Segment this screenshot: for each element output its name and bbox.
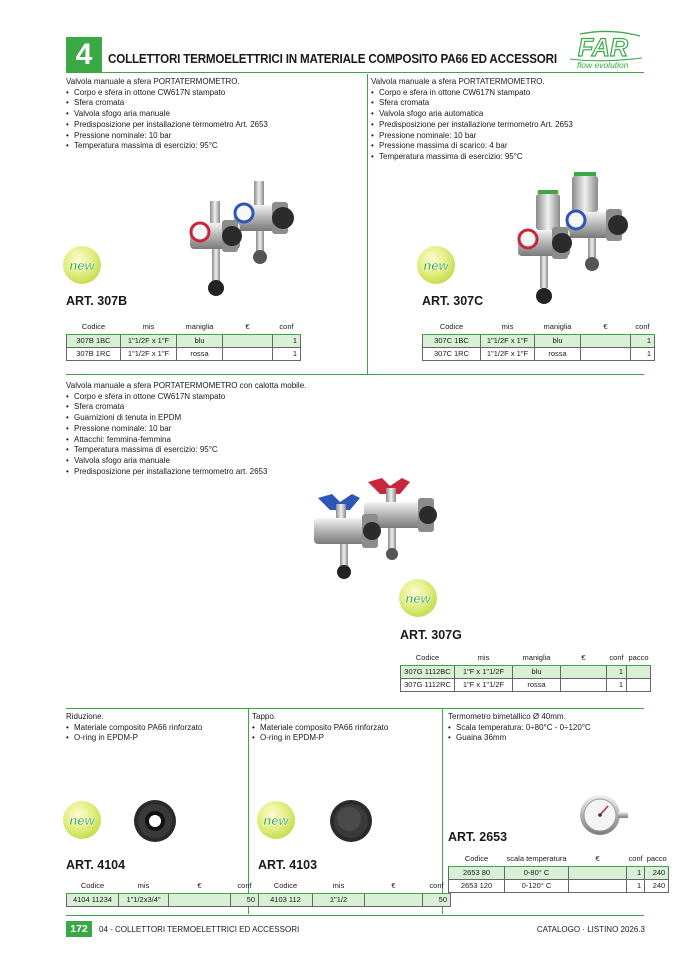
- column-header: conf: [273, 320, 301, 334]
- feature-item: • Corpo e sfera in ottone CW617N stampato: [66, 392, 386, 403]
- table-cell: 307B 1BC: [67, 334, 121, 347]
- table-cell: 1"1/2: [313, 893, 365, 906]
- table-cell: 50: [423, 893, 451, 906]
- feature-list: [252, 723, 438, 744]
- spec-table-4104: [66, 879, 259, 907]
- table-cell: 1"1/2F x 1"F: [121, 334, 177, 347]
- table-cell: [365, 893, 423, 906]
- table-row: [449, 866, 669, 879]
- table-body: [67, 334, 301, 360]
- new-badge-label: new: [263, 813, 289, 828]
- logo-text: FAR: [578, 34, 628, 62]
- table-body: [449, 866, 669, 892]
- valve-307b-image: [182, 175, 302, 307]
- feature-item: • Materiale composito PA66 rinforzato: [66, 723, 244, 734]
- column-header: maniglia: [535, 320, 581, 334]
- new-badge-label: new: [69, 258, 95, 273]
- column-header: pacco: [645, 852, 669, 866]
- column-header: mis: [119, 879, 169, 893]
- table-cell: [569, 866, 627, 879]
- table-cell: 1: [631, 334, 655, 347]
- table-row: [401, 665, 651, 678]
- new-badge-307g: [398, 578, 438, 618]
- art-title-307g: ART. 307G: [400, 628, 462, 642]
- table-cell: 1"F x 1"1/2F: [455, 665, 513, 678]
- spec-table-2653: [448, 852, 669, 893]
- feature-item: • Guaina 36mm: [448, 733, 644, 744]
- product-description-4103: [252, 712, 438, 744]
- footer-section: 04 - COLLETTORI TERMOELETTRICI ED ACCESSORI: [99, 925, 300, 934]
- product-description-4104: [66, 712, 244, 744]
- table-cell: 240: [645, 866, 669, 879]
- column-header: pacco: [627, 651, 651, 665]
- table-cell: 1"1/2F x 1"F: [481, 347, 535, 360]
- intro-text: Riduzione.: [66, 712, 104, 721]
- table-cell: 1: [273, 334, 301, 347]
- feature-item: • Valvola sfogo aria manuale: [66, 456, 386, 467]
- table-header-row: [423, 320, 655, 334]
- feature-item: • Predisposizione per installazione termometro Art. 2653: [66, 120, 361, 131]
- table-cell: [223, 347, 273, 360]
- column-header: Codice: [449, 852, 505, 866]
- feature-list: [448, 723, 644, 744]
- table-cell: 1"1/2x3/4": [119, 893, 169, 906]
- column-header: scala temperatura: [505, 852, 569, 866]
- table-cell: 0-120° C: [505, 879, 569, 892]
- table-cell: rossa: [177, 347, 223, 360]
- table-cell: 1: [627, 879, 645, 892]
- new-badge-label: new: [69, 813, 95, 828]
- new-badge-307c: [416, 245, 456, 285]
- column-header: Codice: [401, 651, 455, 665]
- table-cell: 1"F x 1"1/2F: [455, 678, 513, 691]
- section-rule-2: [66, 708, 644, 709]
- table-cell: [561, 665, 607, 678]
- table-row: [401, 678, 651, 691]
- table-cell: 4104 11234: [67, 893, 119, 906]
- feature-item: • Guarnizioni di tenuta in EPDM: [66, 413, 386, 424]
- feature-item: • O-ring in EPDM-P: [66, 733, 244, 744]
- column-header: conf: [423, 879, 451, 893]
- column-header: €: [569, 852, 627, 866]
- intro-text: Valvola manuale a sfera PORTATERMOMETRO.: [371, 77, 545, 86]
- intro-text: Valvola manuale a sfera PORTATERMOMETRO con calotta mobile.: [66, 381, 307, 390]
- table-cell: 50: [231, 893, 259, 906]
- feature-item: • Predisposizione per installazione termometro art. 2653: [66, 467, 386, 478]
- feature-item: • Valvola sfogo aria automatica: [371, 109, 641, 120]
- table-cell: blu: [513, 665, 561, 678]
- table-header-row: [401, 651, 651, 665]
- feature-list: [66, 392, 386, 478]
- spec-table-307b: [66, 320, 301, 361]
- column-header: conf: [627, 852, 645, 866]
- table-cell: [581, 334, 631, 347]
- table-cell: rossa: [513, 678, 561, 691]
- column-header: maniglia: [177, 320, 223, 334]
- table-cell: 307G 1112BC: [401, 665, 455, 678]
- column-header: conf: [631, 320, 655, 334]
- table-body: [67, 893, 259, 906]
- table-cell: 1: [273, 347, 301, 360]
- intro-text: Termometro bimetallico Ø 40mm.: [448, 712, 566, 721]
- section-rule-1: [66, 374, 644, 375]
- column-header: conf: [231, 879, 259, 893]
- spec-table-4103: [258, 879, 451, 907]
- valve-307c-image: [510, 162, 634, 310]
- spec-table-307g: [400, 651, 651, 692]
- art-title-4104: ART. 4104: [66, 858, 126, 872]
- table-body: [401, 665, 651, 691]
- valve-307g-image: [310, 468, 440, 580]
- column-header: €: [561, 651, 607, 665]
- feature-item: • Temperatura massima di esercizio: 95°C: [66, 445, 386, 456]
- column-header: maniglia: [513, 651, 561, 665]
- header-rule: [66, 72, 644, 73]
- table-cell: 307B 1RC: [67, 347, 121, 360]
- reduction-4104-image: [132, 798, 178, 844]
- table-cell: [561, 678, 607, 691]
- feature-item: • Materiale composito PA66 rinforzato: [252, 723, 438, 734]
- feature-item: • Pressione nominale: 10 bar: [66, 424, 386, 435]
- feature-item: • Valvola sfogo aria manuale: [66, 109, 361, 120]
- table-row: [259, 893, 451, 906]
- feature-item: • Corpo e sfera in ottone CW617N stampato: [371, 88, 641, 99]
- table-cell: [581, 347, 631, 360]
- art-title-307c: ART. 307C: [422, 294, 484, 308]
- table-cell: 307C 1BC: [423, 334, 481, 347]
- table-header-row: [259, 879, 451, 893]
- logo-tagline: flow evolution: [577, 60, 629, 70]
- table-cell: 240: [645, 879, 669, 892]
- table-row: [67, 347, 301, 360]
- product-description-2653: [448, 712, 644, 744]
- footer-catalog: CATALOGO · LISTINO 2026.3: [536, 925, 645, 934]
- product-description-307b: [66, 77, 361, 152]
- feature-list: [66, 88, 361, 152]
- table-row: [67, 893, 259, 906]
- intro-text: Tappo.: [252, 712, 277, 721]
- table-cell: blu: [535, 334, 581, 347]
- column-header: conf: [607, 651, 627, 665]
- feature-list: [66, 723, 244, 744]
- feature-item: • Attacchi: femmina-femmina: [66, 435, 386, 446]
- table-cell: 1: [607, 665, 627, 678]
- column-header: €: [581, 320, 631, 334]
- feature-item: • Sfera cromata: [371, 98, 641, 109]
- feature-item: • Pressione massima di scarico: 4 bar: [371, 141, 641, 152]
- table-cell: [627, 665, 651, 678]
- feature-item: • Temperatura massima di esercizio: 95°C: [66, 141, 361, 152]
- table-cell: 307G 1112RC: [401, 678, 455, 691]
- art-title-307b: ART. 307B: [66, 294, 128, 308]
- table-cell: 1: [631, 347, 655, 360]
- column-header: €: [169, 879, 231, 893]
- column-header: Codice: [67, 879, 119, 893]
- feature-item: • Predisposizione per installazione termometro Art. 2653: [371, 120, 641, 131]
- page-number: 172: [66, 921, 92, 937]
- product-description-307g: [66, 381, 386, 477]
- table-header-row: [67, 879, 259, 893]
- table-header-row: [449, 852, 669, 866]
- intro-text: Valvola manuale a sfera PORTATERMOMETRO.: [66, 77, 240, 86]
- column-header: mis: [121, 320, 177, 334]
- table-cell: 1: [607, 678, 627, 691]
- table-cell: [169, 893, 231, 906]
- column-header: mis: [313, 879, 365, 893]
- table-row: [67, 334, 301, 347]
- feature-item: • Temperatura massima di esercizio: 95°C: [371, 152, 641, 163]
- table-row: [423, 334, 655, 347]
- feature-item: • Sfera cromata: [66, 402, 386, 413]
- column-header: Codice: [259, 879, 313, 893]
- table-cell: 4103 112: [259, 893, 313, 906]
- feature-item: • O-ring in EPDM-P: [252, 733, 438, 744]
- table-cell: 0-80° C: [505, 866, 569, 879]
- column-header: mis: [455, 651, 513, 665]
- table-cell: 307C 1RC: [423, 347, 481, 360]
- table-cell: 1"1/2F x 1"F: [121, 347, 177, 360]
- art-title-4103: ART. 4103: [258, 858, 318, 872]
- table-cell: 2653 120: [449, 879, 505, 892]
- table-body: [259, 893, 451, 906]
- new-badge-label: new: [405, 591, 431, 606]
- new-badge-307b: [62, 245, 102, 285]
- table-cell: [223, 334, 273, 347]
- feature-list: [371, 88, 641, 163]
- feature-item: • Corpo e sfera in ottone CW617N stampato: [66, 88, 361, 99]
- product-description-307c: [371, 77, 641, 163]
- table-row: [449, 879, 669, 892]
- table-cell: blu: [177, 334, 223, 347]
- feature-item: • Pressione nominale: 10 bar: [66, 131, 361, 142]
- feature-item: • Sfera cromata: [66, 98, 361, 109]
- page-title: COLLETTORI TERMOELETTRICI IN MATERIALE COMPOSITO PA66 ED ACCESSORI: [108, 52, 557, 66]
- column-header: Codice: [423, 320, 481, 334]
- table-cell: [627, 678, 651, 691]
- table-cell: 2653 80: [449, 866, 505, 879]
- chapter-number: 4: [66, 37, 102, 73]
- new-badge-4103: [256, 800, 296, 840]
- table-cell: 1"1/2F x 1"F: [481, 334, 535, 347]
- feature-item: • Scala temperatura: 0÷80°C - 0÷120°C: [448, 723, 644, 734]
- column-divider-top: [367, 74, 368, 374]
- table-header-row: [67, 320, 301, 334]
- table-cell: rossa: [535, 347, 581, 360]
- column-header: €: [365, 879, 423, 893]
- column-header: Codice: [67, 320, 121, 334]
- table-cell: 1: [627, 866, 645, 879]
- column-header: mis: [481, 320, 535, 334]
- art-title-2653: ART. 2653: [448, 830, 508, 844]
- new-badge-4104: [62, 800, 102, 840]
- table-cell: [569, 879, 627, 892]
- new-badge-label: new: [423, 258, 449, 273]
- column-header: €: [223, 320, 273, 334]
- table-row: [423, 347, 655, 360]
- footer-rule: [66, 915, 644, 916]
- feature-item: • Pressione nominale: 10 bar: [371, 131, 641, 142]
- cap-4103-image: [328, 798, 374, 844]
- table-body: [423, 334, 655, 360]
- thermometer-2653-image: [578, 792, 630, 838]
- spec-table-307c: [422, 320, 655, 361]
